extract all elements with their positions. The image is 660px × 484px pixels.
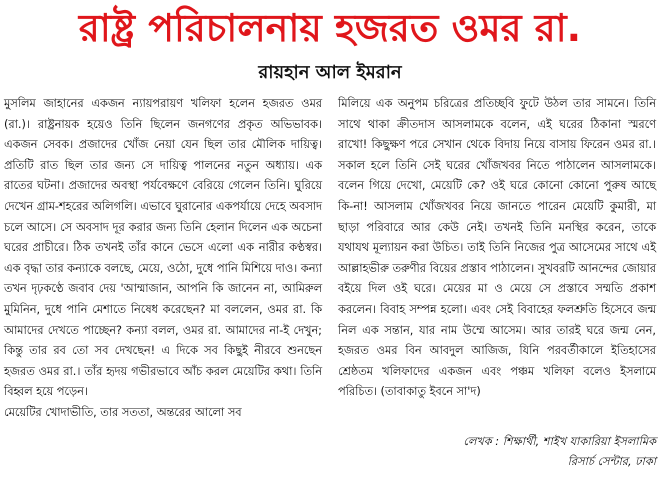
headline: রাষ্ট্র পরিচালনায় হজরত ওমর রা. [78,6,582,50]
article-paragraph: মুসলিম জাহানের একজন ন্যায়পরায়ণ খলিফা হলেন হজরত ওমর (রা.)। রাষ্ট্রনায়ক হয়েও তিনি ছিলেন জনগণের প্রকৃত অভিভাবক। একজন সেবক। প্রজাদের খোঁজ নেয়া যেন ছিল তার মৌলিক দায়িত্ব। প্রতিটি রাত ছিল তার জন্য সে দায়িত্ব পালনের নতুন অধ্যায়। এক রাতের ঘটনা। প্রজাদের অবস্থা পর্যবেক্ষণে বেরিয়ে গেলেন তিনি। ঘুরিয়ে দেখেন গ্রাম-শহরের অলিগলি। এভাবে ঘুরানোর একপর্যায়ে দেহে অবসাদ চলে আসে। সে অবসাদ দূর করার জন্য তিনি হেলান দিলেন এক অচেনা ঘরের প্রাচীরে। ঠিক তখনই তাঁর কানে ভেসে এলো এক নারীর কণ্ঠস্বর। এক বৃদ্ধা তার কন্যাকে বলছে, মেয়ে, ওঠো, দুধে পানি মিশিয়ে দাও। কন্যা তখন দৃঢ়কণ্ঠে জবাব দেয় 'আম্মাজান, আপনি কি জানেন না, আমিরুল মুমিনিন, দুধে পানি মেশাতে নিষেধ করেছেন? মা বললেন, ওমর রা. কি আমাদের দেখতে পাচ্ছেন? কন্যা বলল, ওমর রা. আমাদের না-ই দেখুন; কিন্তু তার রব তো সব দেখছেন! এ দিকে সব কিছুই নীরবে শুনছেন হজরত ওমর রা.। তাঁর হৃদয় গভীরভাবে আঁচ করল মেয়েটির কথা। তিনি বিহ্বল হয়ে পড়েন। [4,97,322,399]
author-credit-line-1: লেখক : শিক্ষার্থী, শাইখ যাকারিয়া ইসলামিক [463,435,656,448]
article-column-left [4,94,322,424]
article-paragraph: মিলিয়ে এক অনুপম চরিত্রের প্রতিচ্ছবি ফুটে উঠল তার সামনে। তিনি সাথে থাকা ক্রীতদাস আসলামকে বলেন, এই ঘরের ঠিকানা স্মরণে রাখো! কিছুক্ষণ পরে সেখান থেকে বিদায় নিয়ে বাসায় ফিরেন ওমর রা.। সকাল হলে তিনি সেই ঘরের খোঁজখবর নিতে পাঠালেন আসলামকে। বলেন গিয়ে দেখো, মেয়েটি কে? ওই ঘরে কোনো কোনো পুরুষ আছে কি-না! আসলাম খোঁজখবর নিয়ে জানতে পারেন মেয়েটি কুমারী, মা ছাড়া পরিবারে আর কেউ নেই। তখনই তিনি মনস্থির করেন, তাকে যথাযথ মূল্যায়ন করা উচিত। তাই তিনি নিজের পুত্র আসেমের সাথে এই আল্লাহভীরু তরুণীর বিয়ের প্রস্তাব পাঠালেন। সুখবরটি আনন্দের জোয়ার বইয়ে দিল ওই ঘরে। মেয়ের মা ও মেয়ে সে প্রস্তাবে সম্মতি প্রকাশ করলেন। বিবাহ সম্পন্ন হলো। এবং সেই বিবাহের ফলশ্রুতি হিসেবে জন্ম নিল এক সন্তান, যার নাম উম্মে আসেম। আর তারই ঘরে জন্ম নেন, হজরত ওমর বিন আবদুল আজিজ, যিনি পরবর্তীকালে ইতিহাসের শ্রেষ্ঠতম খলিফাদের একজন এবং পঞ্চম খলিফা বলেও ইসলামে পরিচিত। (তাবাকাতু ইবনে সা'দ) [338,97,656,399]
article-column-right [338,94,656,403]
byline-author: রায়হান আল ইমরান [258,62,402,83]
author-credit-line-2: রিসার্চ সেন্টার, ঢাকা [567,455,656,468]
article-paragraph: মেয়েটির খোদাভীতি, তার সততা, অন্তরের আলো সব [4,405,242,419]
